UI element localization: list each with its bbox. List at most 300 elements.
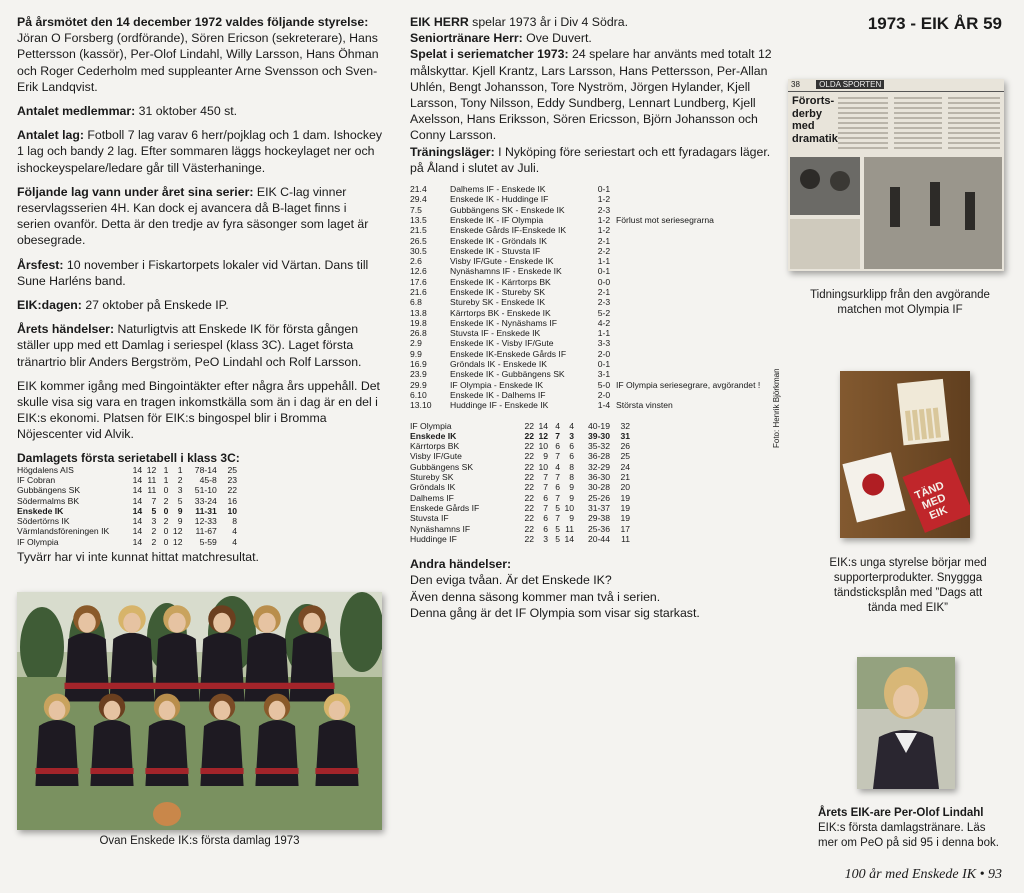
table-cell: 1-2 (597, 194, 611, 205)
table-cell: 23 (227, 474, 237, 485)
table-cell (616, 297, 776, 307)
table-cell: 5-2 (597, 307, 611, 318)
table-cell: Visby IF/Gute - Enskede IK (450, 256, 554, 267)
table-cell (616, 266, 776, 276)
fest-paragraph (17, 257, 382, 289)
table-cell: 16.9 (410, 359, 427, 370)
page-title: 1973 - EIK ÅR 59 (867, 14, 1002, 33)
page-footer: 100 år med Enskede IK • 93 (844, 867, 1002, 882)
table-cell: Nynäshamns IF - Enskede IK (450, 266, 562, 277)
table-cell: 2 (151, 526, 157, 537)
table-cell: 8 (232, 516, 237, 527)
standings-row (410, 482, 630, 492)
table-cell: 7 (555, 492, 560, 503)
table-cell: 29.9 (410, 379, 427, 390)
fest-heading: Årsfest: (17, 257, 64, 272)
dam-table-heading: Damlagets första serietabell i klass 3C: (17, 450, 240, 465)
table-cell: Värmlandsföreningen IK (17, 526, 110, 537)
table-cell: 11-31 (195, 505, 217, 516)
table-cell: 7 (543, 502, 548, 513)
table-cell: 6 (569, 441, 574, 452)
table-cell: 21 (620, 472, 630, 483)
table-cell: 12 (538, 430, 548, 441)
handelser-text: Naturligtvis att Enskede IK för första gången ställer upp med ett Damlag i seriespel (klass 3C). Laget första tränartrio blir Anders Bergström, PeO Lindahl och Rolf Larsson. (17, 322, 362, 369)
table-cell: 8 (569, 461, 574, 472)
table-cell: Gubbängens SK - Enskede IK (450, 204, 565, 215)
dam-table-row (17, 537, 237, 547)
table-cell: Stureby SK - Enskede IK (450, 297, 546, 308)
match-row (410, 287, 776, 297)
table-cell: 0 (163, 485, 169, 496)
clip-text-lines (838, 94, 1002, 154)
table-cell: Kärrtorps BK - Enskede IK (450, 307, 551, 318)
table-cell: 29.4 (410, 194, 427, 205)
clip-number: 38 (791, 80, 800, 89)
spelat-paragraph (410, 46, 782, 143)
table-cell (616, 246, 776, 256)
table-cell: 4 (232, 536, 237, 547)
table-cell: 7 (151, 495, 157, 506)
table-cell: 6 (555, 482, 560, 493)
table-cell: Största vinsten (616, 400, 673, 411)
andra-heading: Andra händelser: (410, 557, 512, 572)
table-cell: 22 (524, 502, 534, 513)
table-cell: 10 (538, 441, 548, 452)
standings-row (410, 524, 630, 534)
fest-text: 10 november i Fiskartorpets lokaler vid Värtan. Dans till Sune Harléns band. (17, 257, 369, 288)
table-cell: 20 (620, 482, 630, 493)
table-cell: 19 (620, 502, 630, 513)
medlem-heading: Antalet medlemmar: (17, 104, 136, 119)
table-cell: 7 (555, 513, 560, 524)
styrelse-paragraph (17, 14, 382, 95)
table-cell (616, 205, 776, 215)
match-row (410, 215, 776, 225)
table-cell (616, 390, 776, 400)
table-cell: Enskede IK - Gubbängens SK (450, 369, 565, 380)
table-cell: 16 (227, 495, 237, 506)
table-cell: 5 (555, 523, 560, 534)
table-cell: 12-33 (194, 516, 217, 527)
table-cell: Enskede IK - Stureby SK (450, 287, 546, 297)
table-cell: Enskede IK - Dalhems IF (450, 389, 546, 400)
lager-text: I Nyköping före seriestart och ett fyradagars läger. på Åland i slutet av Juli. (410, 144, 771, 175)
match-row (410, 246, 776, 256)
table-cell: 5 (555, 533, 560, 544)
table-cell: 4 (232, 526, 237, 537)
table-cell: 10 (564, 502, 574, 513)
table-cell: 25 (227, 464, 237, 475)
table-cell: 9 (177, 516, 183, 527)
table-cell: 1 (177, 464, 183, 475)
table-cell: 2-1 (597, 235, 611, 246)
table-cell: 17.6 (410, 276, 427, 287)
table-cell: 2-0 (597, 389, 611, 400)
table-cell: 22 (524, 451, 534, 462)
match-row (410, 256, 776, 266)
table-cell: 3 (177, 485, 183, 496)
table-cell: Enskede IK - Visby IF/Gute (450, 338, 554, 349)
table-cell: Enskede IK - Gröndals IK (450, 235, 547, 246)
table-cell: 29-38 (588, 513, 610, 524)
table-cell: 1-2 (597, 214, 611, 225)
table-cell: Enskede Gårds IF-Enskede IK (450, 225, 567, 236)
table-cell: Enskede IK - Stuvsta IF (450, 245, 541, 256)
table-cell: 3 (569, 430, 574, 441)
spelat-heading: Spelat i seriematcher 1973: (410, 47, 569, 62)
table-cell: 12.6 (410, 266, 427, 277)
clip-photos (790, 157, 1002, 269)
table-cell: 22 (524, 513, 534, 524)
table-cell: 5 (177, 495, 183, 506)
match-row (410, 277, 776, 287)
table-cell: 25-26 (588, 492, 610, 503)
table-cell: 0 (163, 536, 169, 547)
table-cell: Stureby SK (410, 472, 454, 483)
dam-table-row (17, 496, 237, 506)
table-cell: 5-59 (199, 536, 217, 547)
table-cell: IF Cobran (17, 474, 56, 485)
standings-row (410, 503, 630, 513)
table-cell: 2 (163, 516, 169, 527)
table-cell: 1 (163, 464, 169, 475)
table-cell: 12 (146, 464, 157, 475)
person-caption-title: Årets EIK-are Per-Olof Lindahl (818, 807, 984, 819)
person-caption-text: EIK:s första damlagstränare. Läs mer om PeO på sid 95 i denna bok. (818, 822, 999, 849)
table-cell: 26.5 (410, 235, 427, 246)
table-cell: 4 (555, 420, 560, 431)
table-cell: 13.10 (410, 400, 432, 411)
clip-headline: Förorts-derby med dramatik (792, 95, 838, 145)
bingo-paragraph: EIK kommer igång med Bingointäkter efter några års uppehåll. Det skulle visa sig vara en tragen inkomstkälla som än i dag är en del i EIK:s ekonomi. Platsen för EIK:s bingospel blir i Bromma Nöjescenter vid Alvik. (17, 378, 380, 442)
table-cell: Gröndals IK - Enskede IK (450, 359, 547, 370)
table-cell: 14 (132, 495, 143, 506)
standings-row (410, 493, 630, 503)
match-row (410, 308, 776, 318)
match-row (410, 359, 776, 369)
tranare-heading: Seniortränare Herr: (410, 31, 523, 46)
table-cell: 30.5 (410, 245, 427, 256)
table-cell: Stuvsta IF - Enskede IK (450, 328, 541, 339)
serier-heading: Följande lag vann under året sina serier: (17, 184, 254, 199)
standings-row (410, 451, 630, 461)
table-cell: 2-1 (597, 287, 611, 297)
match-row (410, 400, 776, 410)
table-cell: IF Olympia (410, 420, 452, 431)
dam-table-row (17, 485, 237, 495)
match-row (410, 318, 776, 328)
table-cell: 26 (620, 441, 630, 452)
medlem-text: 31 oktober 450 st. (135, 104, 238, 119)
table-cell: 7 (555, 451, 560, 462)
serier-paragraph (17, 184, 382, 249)
matchbox-caption: EIK:s unga styrelse börjar med supporterprodukter. Snyggga tändsticksplån med ”Dags att tända med EIK” (829, 557, 987, 614)
table-cell: Dalhems IF - Enskede IK (450, 184, 546, 195)
table-cell: 6 (543, 513, 548, 524)
lager-heading: Träningsläger: (410, 144, 495, 159)
table-cell: 0-1 (597, 184, 611, 195)
andra-line: Den eviga tvåan. Är det Enskede IK? (410, 573, 612, 588)
table-cell: Gubbängens SK (17, 485, 81, 496)
dam-table-row (17, 465, 237, 475)
table-cell: 4 (569, 420, 574, 431)
lag-text: Fotboll 7 lag varav 6 herr/pojklag och 1 dam. Ishockey 1 lag och bandy 2 lag. Efter sommaren läggs hockeylaget ner och ishockeyspelare/ledare går till Västerhaninge. (17, 128, 382, 175)
table-cell: 0-0 (597, 276, 611, 287)
table-cell: 14 (132, 526, 143, 537)
table-cell: Enskede Gårds IF (410, 502, 480, 513)
table-cell: 2 (151, 536, 157, 547)
person-photo (857, 657, 955, 789)
table-cell: 22 (524, 492, 534, 503)
table-cell: 11 (147, 474, 157, 485)
table-cell: Förlust mot seriesegrarna (616, 214, 714, 225)
spelat-text: 24 spelare har använts med totalt 12 målskyttar. Kjell Krantz, Lars Larsson, Hans Pettersson, Per-Allan Uhlén, Bengt Johansson, Tore Nyström, Jörgen Hylander, Kjell Larsson, Tony Nilsson, Eddy Sundberg, Lennart Lundberg, Kjell Axelsson, Hans Eriksson, Sören Ericsson, Björn Johansson och Conny Larsson. (410, 47, 772, 143)
table-cell: 22 (524, 461, 534, 472)
table-cell: 3 (543, 533, 548, 544)
standings-row (410, 421, 630, 431)
table-cell: 9 (543, 451, 548, 462)
match-row (410, 266, 776, 276)
match-row (410, 184, 776, 194)
table-cell: 0-1 (597, 359, 611, 370)
match-row (410, 236, 776, 246)
table-cell: Gröndals IK (410, 482, 456, 493)
table-cell: 6 (543, 523, 548, 534)
clip-header: OLDA SPORTEN (816, 80, 884, 89)
match-row (410, 349, 776, 359)
medlem-paragraph (17, 103, 382, 119)
table-cell: Enskede IK - Huddinge IF (450, 194, 549, 205)
clip-caption: Tidningsurklipp från den avgörande matchen mot Olympia IF (810, 289, 990, 316)
table-cell: 5 (151, 505, 157, 516)
photo-credit: Foto: Henrik Björkman (772, 368, 781, 448)
herr-text: spelar 1973 år i Div 4 Södra. (468, 15, 629, 29)
handelser-heading: Årets händelser: (17, 322, 115, 337)
table-cell: 14 (132, 536, 143, 547)
table-cell (616, 287, 776, 297)
match-row (410, 380, 776, 390)
standings-row (410, 441, 630, 451)
table-cell: 22 (524, 472, 534, 483)
table-cell: 4-2 (597, 317, 611, 328)
table-cell: 7.5 (410, 204, 422, 215)
table-cell: 25-36 (588, 523, 610, 534)
table-cell: 19 (620, 492, 630, 503)
table-cell: Gubbängens SK (410, 461, 474, 472)
table-cell (616, 338, 776, 348)
table-cell: 14 (132, 474, 143, 485)
styrelse-heading: På årsmötet den 14 december 1972 valdes följande styrelse: (17, 15, 369, 29)
table-cell: 21.5 (410, 225, 427, 236)
dam-table-row (17, 516, 237, 526)
table-cell: 3-1 (597, 369, 611, 380)
team-photo (17, 592, 382, 830)
serier-text: EIK C-lag vinner reservlagsserien 4H. Kan dock ej avancera då B-laget finns i serien ovanför. Detta är den tredje av fyra säsonger som laget är obesegrade. (17, 184, 369, 248)
tranare-text: Ove Duvert. (522, 31, 592, 46)
middle-column (410, 14, 782, 621)
herr-paragraph (410, 14, 782, 30)
lag-heading: Antalet lag: (17, 128, 84, 143)
table-cell: Huddinge IF (410, 533, 457, 544)
table-cell: 7 (543, 482, 548, 493)
styrelse-text: Jöran O Forsberg (ordförande), Sören Ericson (sekreterare), Hans Pettersson (kassör), Per-Olof Lindahl, Willy Larsson, Hans Öhman och Roger Cederholm med suppleanter Arne Svensson och Sven-Erik Landqvist. (17, 31, 379, 94)
table-cell (616, 225, 776, 235)
table-cell: 17 (620, 523, 630, 534)
table-cell: 14 (132, 505, 143, 516)
table-cell: 5-0 (597, 379, 611, 390)
table-cell: 30-28 (588, 482, 610, 493)
match-row (410, 205, 776, 215)
table-cell: 14 (132, 516, 143, 527)
table-cell: 11-67 (195, 526, 217, 537)
standings-row (410, 472, 630, 482)
table-cell: IF Olympia - Enskede IK (450, 379, 544, 390)
table-cell: 19.8 (410, 317, 427, 328)
match-row (410, 338, 776, 348)
table-cell: Högdalens AIS (17, 464, 74, 475)
left-column (17, 14, 382, 565)
table-cell: 10 (538, 461, 548, 472)
table-cell: 23.9 (410, 369, 427, 380)
table-cell: 19 (620, 513, 630, 524)
table-cell: Stuvsta IF (410, 513, 449, 524)
table-cell: 14 (564, 533, 574, 544)
table-cell (616, 277, 776, 287)
table-cell: Visby IF/Gute (410, 451, 462, 462)
table-cell: 7 (555, 430, 560, 441)
table-cell: 11 (565, 523, 574, 534)
table-cell: Södertörns IK (17, 516, 70, 527)
match-row (410, 194, 776, 204)
table-cell: 26.8 (410, 328, 427, 339)
table-cell: Kärrtorps BK (410, 441, 460, 452)
table-cell: 14 (538, 420, 548, 431)
table-cell: Enskede IK - Kärrtorps BK (450, 276, 551, 287)
table-cell: 2 (177, 474, 183, 485)
lag-paragraph (17, 127, 382, 176)
table-cell: 9 (569, 513, 574, 524)
table-cell: 9 (177, 505, 183, 516)
table-cell (616, 236, 776, 246)
table-cell: IF Olympia (17, 536, 59, 547)
handelser-paragraph (17, 321, 382, 370)
table-cell: 10 (227, 505, 237, 516)
table-cell: 1-1 (597, 328, 611, 339)
team-photo-caption: Ovan Enskede IK:s första damlag 1973 (99, 835, 300, 847)
lager-paragraph (410, 144, 782, 176)
table-cell: 51-10 (194, 485, 217, 496)
table-cell: 14 (132, 464, 143, 475)
dag-text: 27 oktober på Enskede IP. (81, 298, 229, 313)
table-cell: 31 (620, 430, 630, 441)
table-cell: 5 (555, 502, 560, 513)
table-cell: 39-30 (588, 430, 610, 441)
table-cell (616, 184, 776, 194)
table-cell (616, 369, 776, 379)
match-row (410, 328, 776, 338)
dag-heading: EIK:dagen: (17, 298, 82, 313)
table-cell: Nynäshamns IF (410, 523, 471, 534)
table-cell: Enskede IK - IF Olympia (450, 214, 544, 225)
match-results-table (410, 184, 776, 411)
table-cell: Södermalms BK (17, 495, 80, 506)
table-cell: 13.8 (410, 307, 427, 318)
table-cell: 9 (569, 482, 574, 493)
match-row (410, 225, 776, 235)
table-cell: 12 (172, 536, 183, 547)
table-cell: Enskede IK (17, 505, 64, 516)
table-cell: 21.4 (410, 184, 427, 195)
table-cell: 31-37 (588, 502, 610, 513)
table-cell: 32 (620, 420, 630, 431)
table-cell: 6.8 (410, 297, 422, 308)
table-cell: 2-3 (597, 204, 611, 215)
table-cell: 7 (555, 472, 560, 483)
table-cell: 20-44 (588, 533, 610, 544)
table-cell: Enskede IK - Nynäshams IF (450, 317, 557, 328)
table-cell: 3-3 (597, 338, 611, 349)
table-cell: 1-1 (597, 256, 611, 267)
table-cell: 22 (227, 485, 237, 496)
table-cell: 22 (524, 430, 534, 441)
table-cell: 6.10 (410, 389, 427, 400)
table-cell: 2.9 (410, 338, 422, 349)
table-cell: 9.9 (410, 348, 422, 359)
table-cell: 7 (543, 472, 548, 483)
table-cell: 22 (524, 523, 534, 534)
table-cell: IF Olympia seriesegrare, avgörandet ! (616, 379, 761, 390)
dam-table-row (17, 506, 237, 516)
dam-table-row (17, 526, 237, 536)
table-cell: 22 (524, 533, 534, 544)
table-cell: 1 (163, 474, 169, 485)
table-cell: 9 (569, 492, 574, 503)
andra-line: Även denna säsong kommer man två i serien. (410, 589, 661, 604)
matchbox-text: TÄND MED EIK (913, 479, 950, 523)
table-cell: 21.6 (410, 287, 427, 297)
table-cell: 8 (569, 472, 574, 483)
table-cell: 33-24 (194, 495, 217, 506)
table-cell: 1-2 (597, 225, 611, 236)
table-cell (616, 349, 776, 359)
table-cell: 45-8 (199, 474, 217, 485)
table-cell: 22 (524, 482, 534, 493)
table-cell: Enskede IK (410, 430, 457, 441)
dag-paragraph (17, 297, 382, 313)
table-cell: 0 (163, 526, 169, 537)
table-cell: 0-1 (597, 266, 611, 277)
match-row (410, 297, 776, 307)
standings-table (410, 421, 630, 545)
table-cell: 11 (621, 533, 630, 544)
match-row (410, 390, 776, 400)
table-cell: Huddinge IF - Enskede IK (450, 400, 549, 411)
dam-table-row (17, 475, 237, 485)
table-cell (616, 308, 776, 318)
table-cell: 2-3 (597, 297, 611, 308)
person-caption (818, 806, 1008, 851)
table-cell: 78-14 (194, 464, 217, 475)
newspaper-clipping (788, 79, 1004, 271)
table-cell (616, 194, 776, 204)
table-cell: 1-4 (597, 400, 611, 411)
table-cell: 6 (555, 441, 560, 452)
tyvarr-text: Tyvärr har vi inte kunnat hittat matchresultat. (17, 550, 259, 565)
table-cell: 2-2 (597, 245, 611, 256)
table-cell: 0 (163, 505, 169, 516)
table-cell: 13.5 (410, 214, 427, 225)
table-cell: 6 (543, 492, 548, 503)
